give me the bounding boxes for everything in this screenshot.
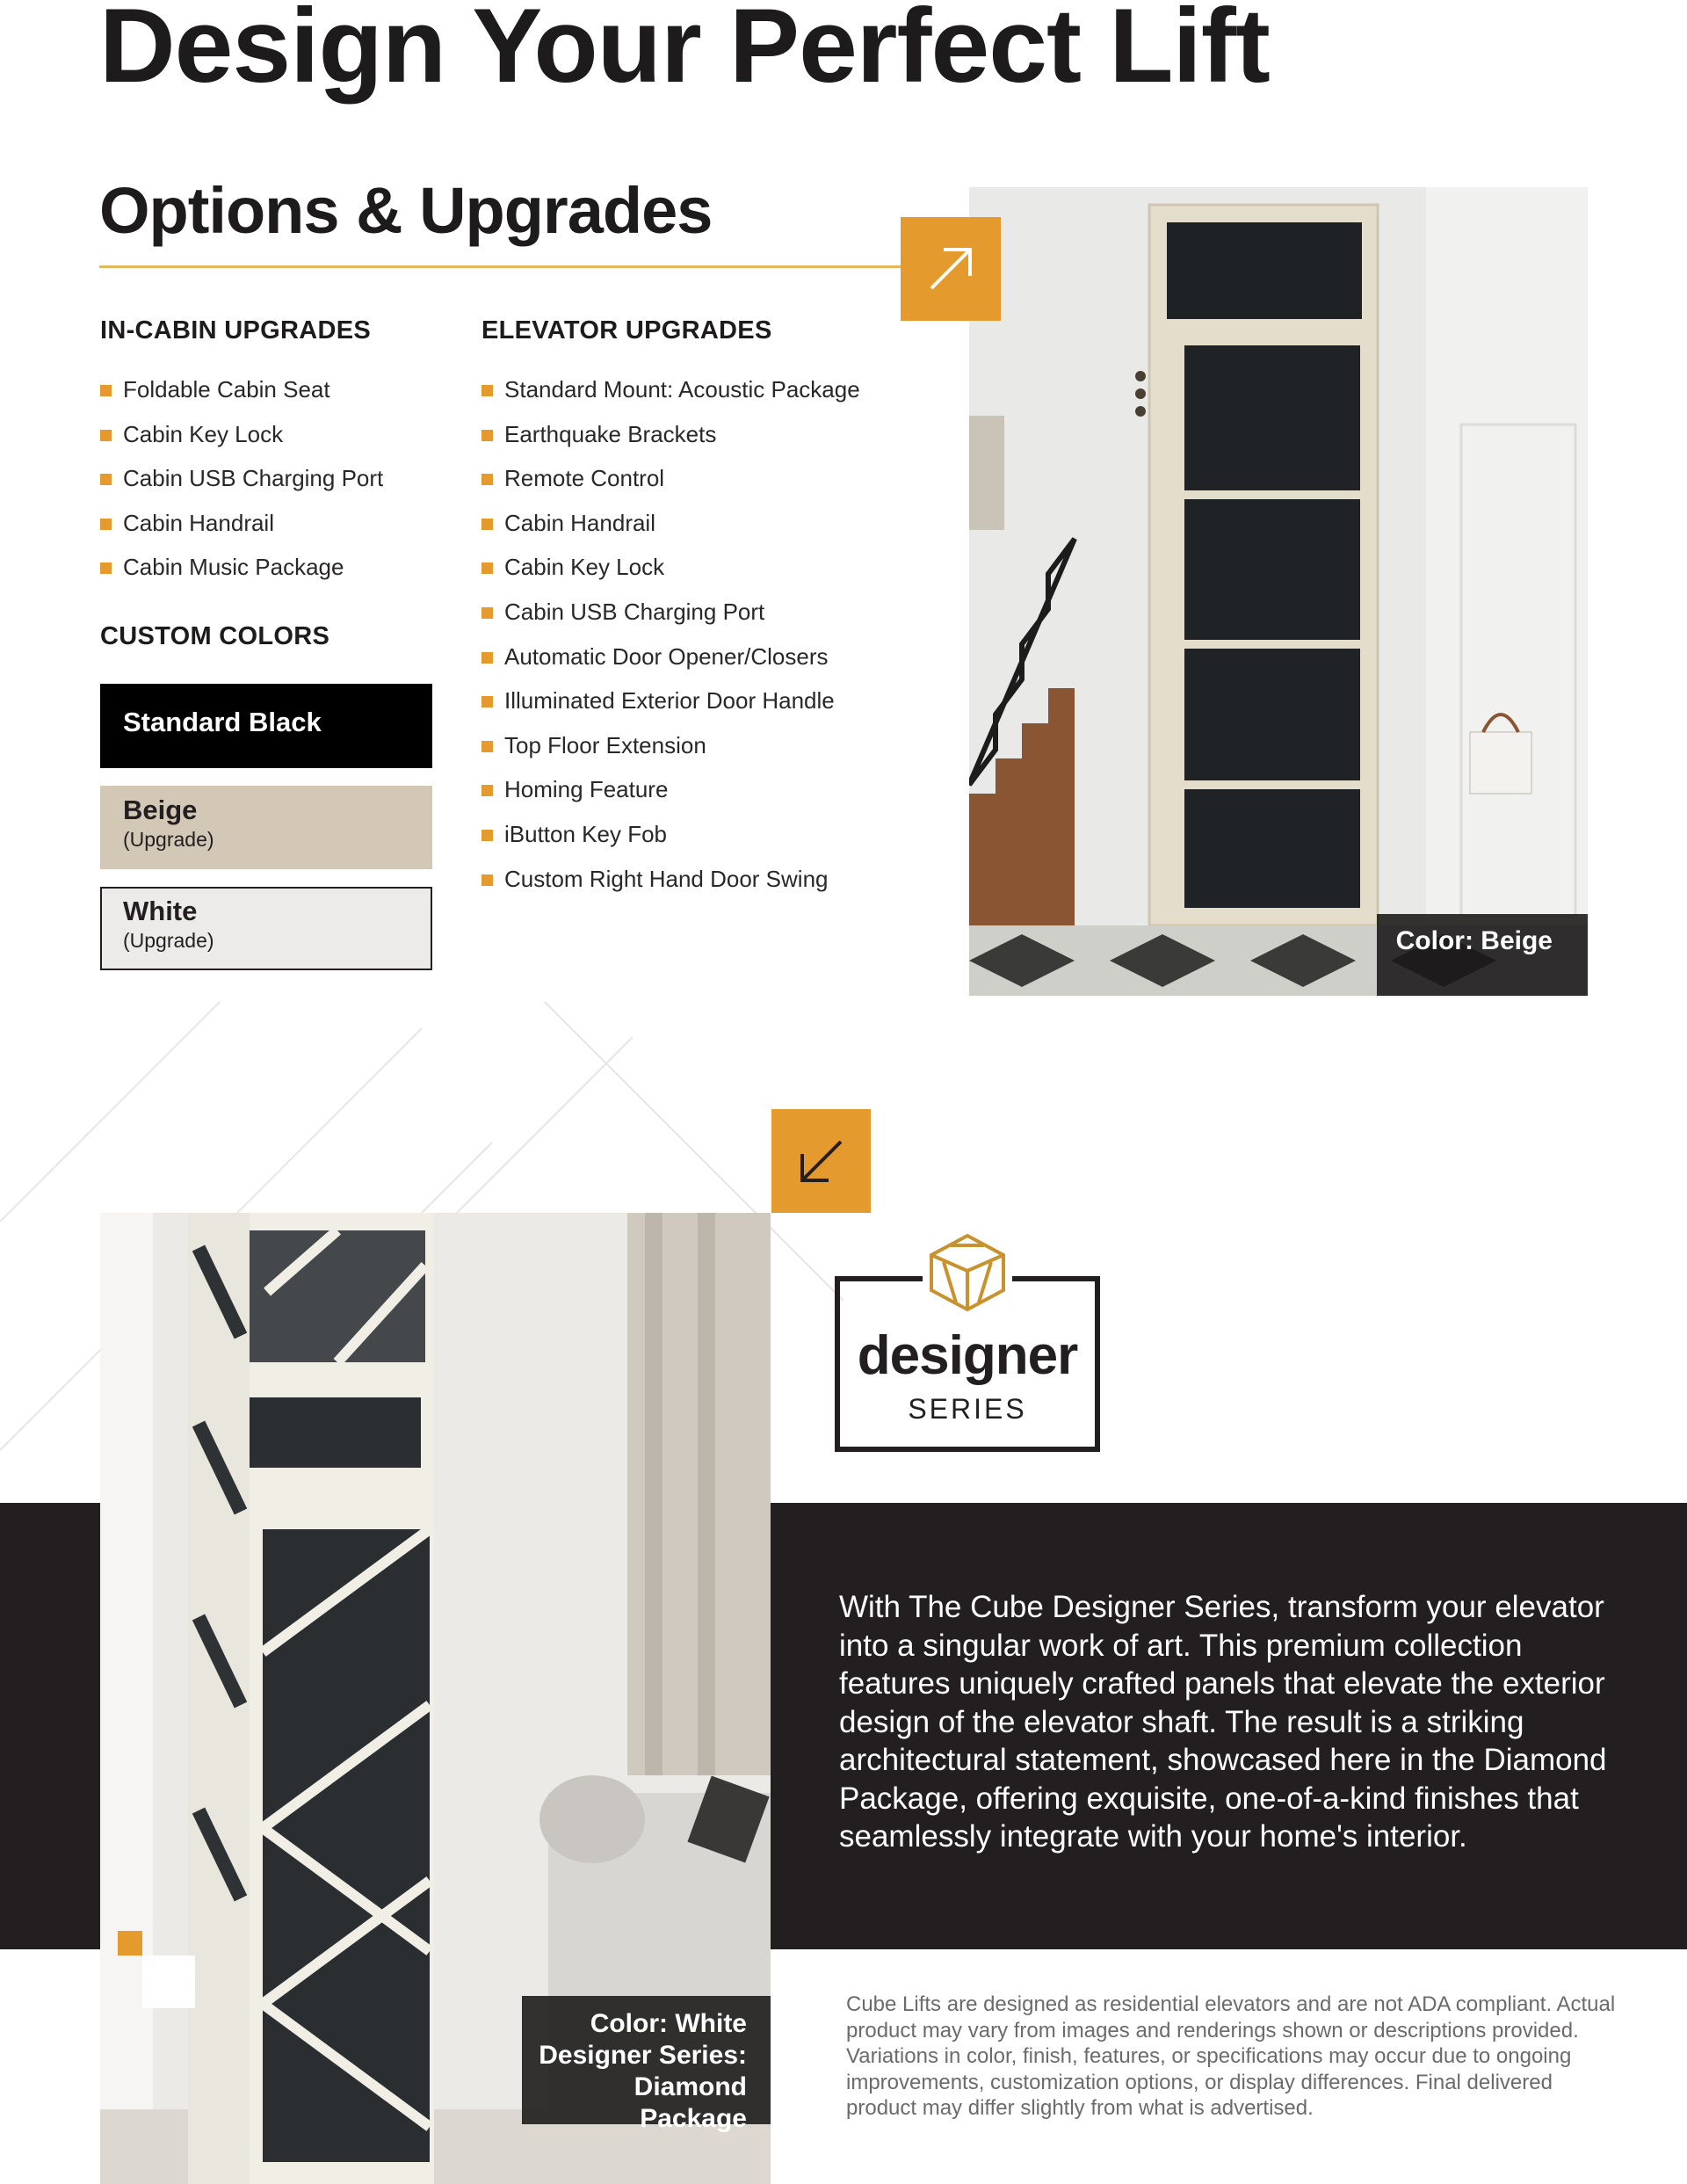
caption-line: Color: White [590,2009,747,2038]
list-item: iButton Key Fob [481,819,860,864]
swatch-name: Beige [123,795,198,825]
series-description: With The Cube Designer Series, transform your elevator into a singular work of art. This premium collection features uniquely crafted panels that elevate the exterior design of the elevator shaft. The result is a striking architectural statement, showcased here in the Diamond Package, offering exquisite, one-of-a-kind finishes that seamlessly integrate with your home's interior. [839,1590,1607,1854]
list-item: Cabin Handrail [481,508,860,553]
list-item: Cabin Handrail [100,508,383,553]
disclaimer-text: Cube Lifts are designed as residential elevators and are not ADA compliant. Actual product may vary from images and renderings shown or descriptions provided. Variations in color, finish, features, or specifications may occur due to ongoing improvements, customization options, or display differences. Final delivered product may differ slightly from what is advertised. [846,1992,1616,2120]
heading-divider [99,265,908,268]
list-item: Homing Feature [481,774,860,819]
color-swatch-white [100,887,432,970]
arrow-up-right-icon [901,217,1001,321]
beige-elevator-photo [969,187,1588,996]
swatch-note: (Upgrade) [123,929,214,952]
designer-series-logo [835,1232,1100,1452]
page-title: Design Your Perfect Lift [99,0,1270,105]
list-item: Cabin Key Lock [481,552,860,597]
list-item: Illuminated Exterior Door Handle [481,686,860,730]
list-item: Standard Mount: Acoustic Package [481,374,860,419]
list-item: Top Floor Extension [481,730,860,775]
list-item: Remote Control [481,463,860,508]
in-cabin-list [100,374,383,597]
section-heading: Options & Upgrades [99,174,713,247]
logo-word-series: SERIES [908,1393,1027,1425]
in-cabin-heading: IN-CABIN UPGRADES [100,316,371,345]
list-item: Foldable Cabin Seat [100,374,383,419]
cube-logo-icon [926,1232,1009,1313]
elevator-list [481,374,860,908]
arrow-down-left-icon [771,1109,871,1213]
caption-line: Designer Series: [539,2041,747,2070]
color-swatch-black [100,684,432,768]
list-item: Earthquake Brackets [481,419,860,464]
list-item: Cabin USB Charging Port [481,597,860,642]
elevator-heading: ELEVATOR UPGRADES [481,316,772,345]
swatch-name: Standard Black [123,707,322,737]
photo-caption [522,1996,771,2133]
list-item: Automatic Door Opener/Closers [481,642,860,686]
swatch-note: (Upgrade) [123,828,214,851]
custom-colors-heading: CUSTOM COLORS [100,622,330,650]
caption-line: Diamond Package [634,2072,747,2133]
list-item: Cabin Music Package [100,552,383,597]
photo-caption: Color: Beige [1377,914,1588,996]
accent-square [118,1931,142,1955]
color-swatch-beige [100,786,432,869]
list-item: Cabin USB Charging Port [100,463,383,508]
list-item: Cabin Key Lock [100,419,383,464]
white-designer-elevator-photo [100,1213,771,2184]
logo-word-designer: designer [857,1325,1078,1386]
list-item: Custom Right Hand Door Swing [481,864,860,909]
white-square [142,1955,195,2008]
swatch-name: White [123,896,198,926]
